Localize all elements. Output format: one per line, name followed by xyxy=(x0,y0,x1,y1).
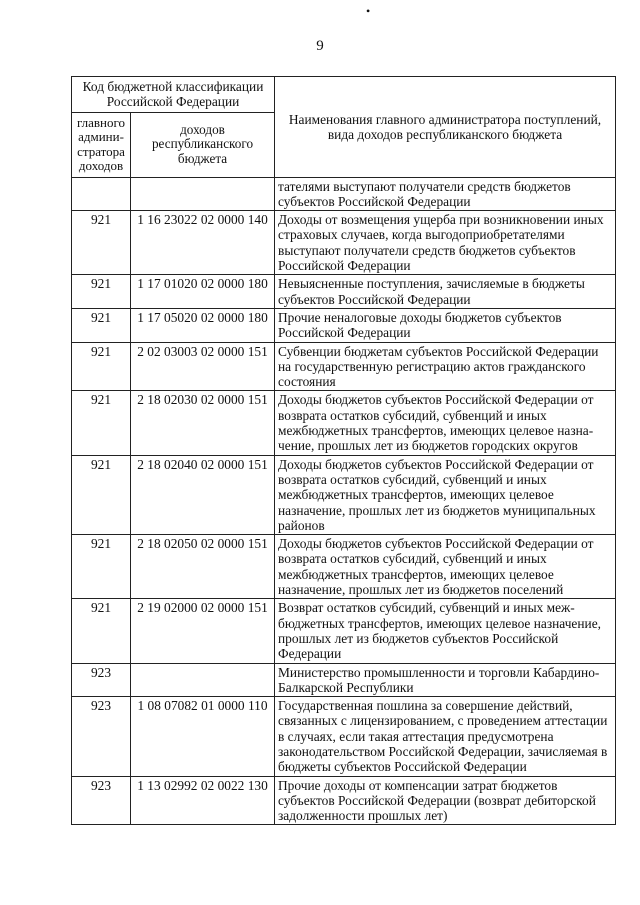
income-code-cell: 2 18 02040 02 0000 151 xyxy=(131,455,275,534)
income-name-cell: Прочие доходы от компенсации затрат бюджетов субъектов Российской Федерации (возврат дебиторской задолженности прошлых лет) xyxy=(275,776,616,825)
admin-code-cell: 923 xyxy=(72,776,131,825)
income-code-cell: 2 18 02050 02 0000 151 xyxy=(131,535,275,599)
table-row xyxy=(72,455,616,534)
income-code-cell xyxy=(131,177,275,211)
income-code-cell: 1 17 05020 02 0000 180 xyxy=(131,308,275,342)
admin-code-cell: 921 xyxy=(72,275,131,309)
header-classification-code: Код бюджетной классификации Российской Федерации xyxy=(72,77,275,113)
table-row xyxy=(72,391,616,455)
income-name-cell: Государственная пошлина за совершение действий, связанных с лицензированием, с проведением аттестации в случаях, если такая аттестация предусмотрена законодательством Российской Федерации, зачисляемая в бюджеты субъектов Российской Федерации xyxy=(275,697,616,776)
admin-code-cell: 923 xyxy=(72,697,131,776)
admin-code-cell: 921 xyxy=(72,535,131,599)
income-name-cell: тателями выступают получатели средств бюджетов субъектов Российской Федерации xyxy=(275,177,616,211)
income-name-cell: Возврат остатков субсидий, субвенций и иных межбюджетных трансфертов, имеющих целевое назначение, прошлых лет из бюджетов субъектов Российской Федерации xyxy=(275,599,616,663)
admin-code-cell: 921 xyxy=(72,599,131,663)
admin-code-cell: 921 xyxy=(72,391,131,455)
table-row xyxy=(72,275,616,309)
admin-code-cell: 921 xyxy=(72,455,131,534)
table-row xyxy=(72,308,616,342)
admin-code-cell: 921 xyxy=(72,211,131,275)
income-code-cell: 2 18 02030 02 0000 151 xyxy=(131,391,275,455)
income-code-cell: 1 17 01020 02 0000 180 xyxy=(131,275,275,309)
table-row xyxy=(72,697,616,776)
page-number: 9 xyxy=(316,38,324,54)
income-name-cell: Министерство промышленности и торговли Кабардино-Балкарской Республики xyxy=(275,663,616,697)
admin-code-cell: 921 xyxy=(72,342,131,391)
admin-code-cell: 923 xyxy=(72,663,131,697)
table-row xyxy=(72,776,616,825)
income-name-cell: Доходы бюджетов субъектов Российской Федерации от возврата остатков субсидий, субвенций и иных межбюджетных трансфертов, имеющих целевое назначение, прошлых лет из бюджетов городских округов xyxy=(275,391,616,455)
income-code-cell: 1 16 23022 02 0000 140 xyxy=(131,211,275,275)
table-row xyxy=(72,535,616,599)
admin-code-cell: 921 xyxy=(72,308,131,342)
income-code-cell xyxy=(131,663,275,697)
admin-code-cell xyxy=(72,177,131,211)
income-name-cell: Субвенции бюджетам субъектов Российской Федерации на государственную регистрацию актов гражданского состояния xyxy=(275,342,616,391)
income-name-cell: Доходы бюджетов субъектов Российской Федерации от возврата остатков субсидий, субвенций и иных межбюджетных трансфертов, имеющих целевое назначение, прошлых лет из бюджетов поселений xyxy=(275,535,616,599)
scan-mark: • xyxy=(366,4,371,18)
header-admin-column: главного администратора доходов xyxy=(72,112,131,177)
header-name-column: Наименования главного администратора поступлений, вида доходов республиканского бюджета xyxy=(275,77,616,178)
income-code-cell: 2 19 02000 02 0000 151 xyxy=(131,599,275,663)
income-name-cell: Прочие неналоговые доходы бюджетов субъектов Российской Федерации xyxy=(275,308,616,342)
income-name-cell: Доходы бюджетов субъектов Российской Федерации от возврата остатков субсидий, субвенций и иных межбюджетных трансфертов, имеющих целевое назначение, прошлых лет из бюджетов муниципальных районов xyxy=(275,455,616,534)
table-row xyxy=(72,177,616,211)
table-row xyxy=(72,211,616,275)
income-name-cell: Доходы от возмещения ущерба при возникновении иных страховых случаев, когда выгодоприобретателями выступают получатели средств бюджетов субъектов Российской Федерации xyxy=(275,211,616,275)
table-row xyxy=(72,663,616,697)
header-income-column: доходов республиканского бюджета xyxy=(131,112,275,177)
income-name-cell: Невыясненные поступления, зачисляемые в бюджеты субъектов Российской Федерации xyxy=(275,275,616,309)
income-code-cell: 2 02 03003 02 0000 151 xyxy=(131,342,275,391)
income-code-cell: 1 08 07082 01 0000 110 xyxy=(131,697,275,776)
table-row xyxy=(72,599,616,663)
income-code-cell: 1 13 02992 02 0022 130 xyxy=(131,776,275,825)
budget-classification-table xyxy=(71,76,616,825)
table-row xyxy=(72,342,616,391)
